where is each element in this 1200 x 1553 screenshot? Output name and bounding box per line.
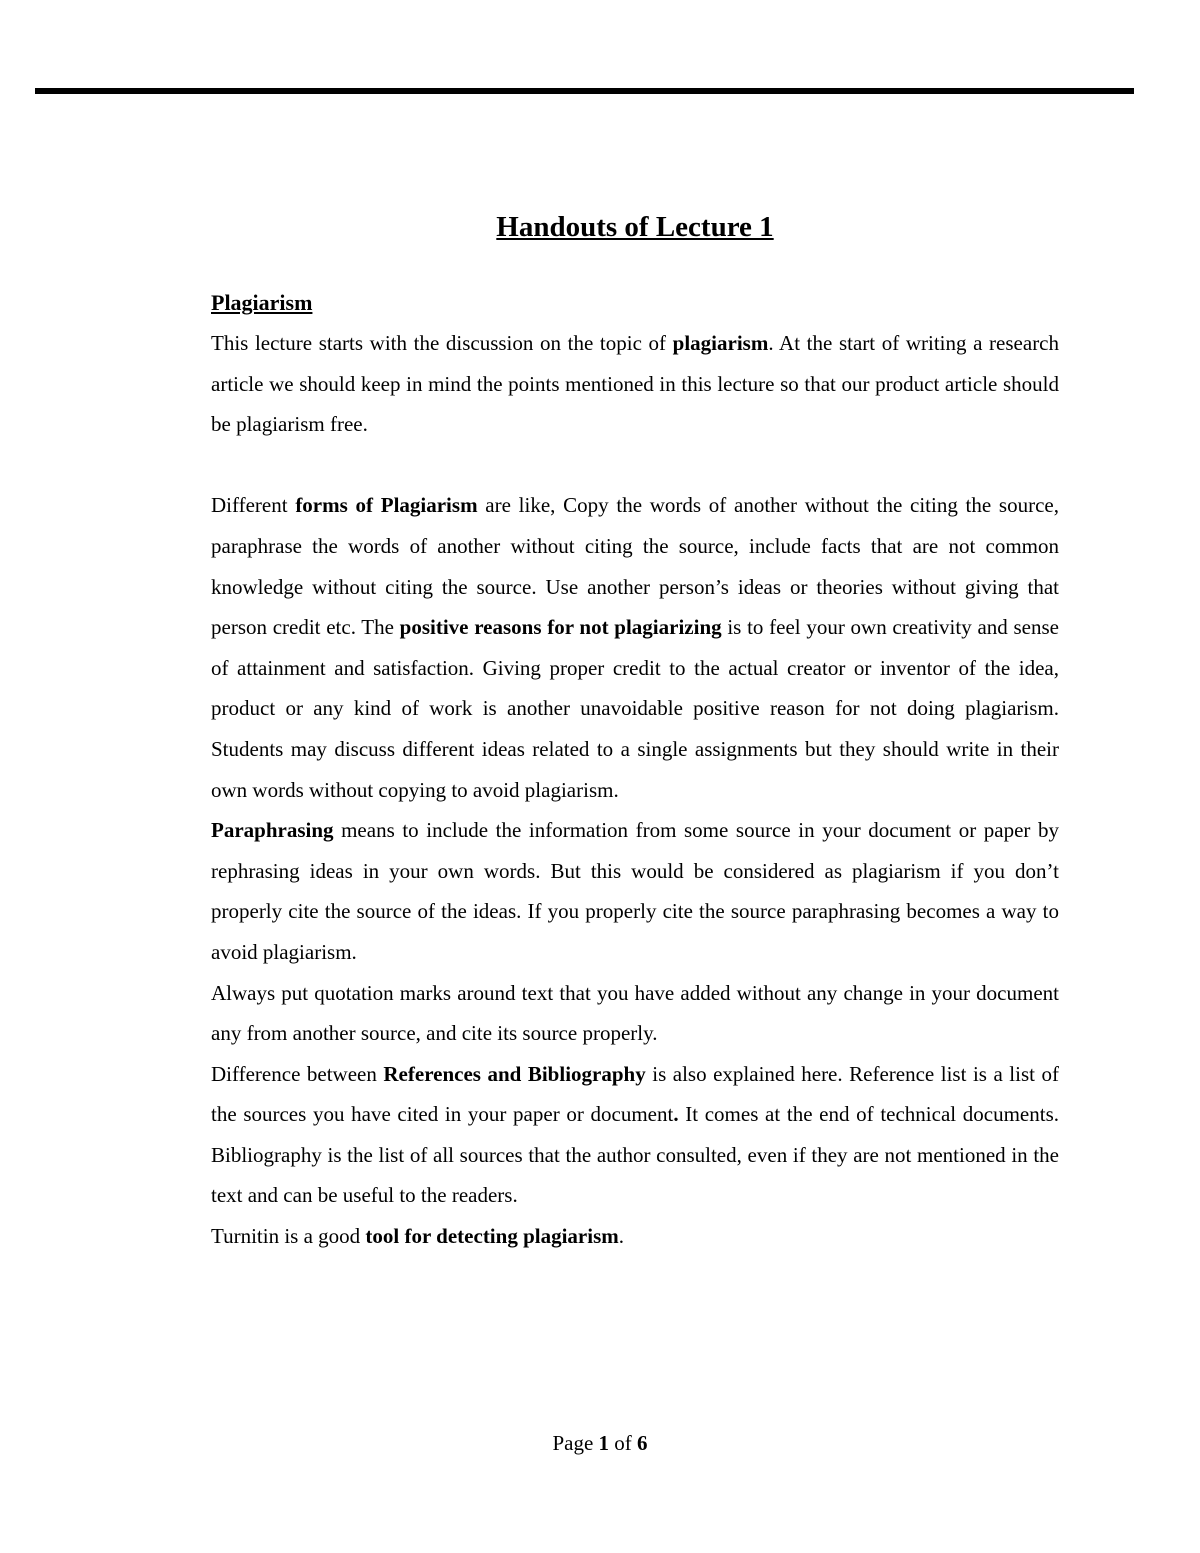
- document-body: [211, 205, 1059, 1257]
- text-run: means to include the information from some source in your document or paper by rephrasing ideas in your own words. But this would be considered as plagiarism if you don’t properly cite the source of the ideas. If you properly cite the source paraphrasing becomes a way to avoid plagiarism.: [211, 818, 1059, 964]
- text-run: Difference between: [211, 1061, 384, 1086]
- text-run: Different: [211, 493, 296, 518]
- paragraph-forms: [211, 485, 1059, 810]
- bold-term: Paraphrasing: [211, 818, 334, 843]
- paragraph-turnitin: [211, 1216, 1059, 1257]
- text-run: Turnitin is a good: [211, 1224, 366, 1249]
- page-total: 6: [637, 1431, 648, 1455]
- paragraph-quotation: [211, 973, 1059, 1054]
- page-footer: [0, 1428, 1200, 1458]
- of-label: of: [609, 1431, 638, 1455]
- text-run: It comes at the end of technical documents. Bibliography is the list of all sources that the author consulted, even if they are not mentioned in the text and can be useful to the readers.: [211, 1102, 1059, 1208]
- header-rule: [35, 88, 1134, 94]
- bold-period: .: [673, 1102, 679, 1127]
- paragraph-intro: [211, 323, 1059, 445]
- text-run: This lecture starts with the discussion on the topic of: [211, 331, 673, 355]
- document-title: Handouts of Lecture 1: [496, 211, 774, 243]
- bold-term: References and Bibliography: [383, 1061, 646, 1086]
- bold-term: plagiarism: [672, 331, 769, 355]
- text-run: is to feel your own creativity and sense of attainment and satisfaction. Giving proper credit to the actual creator or inventor of the idea, product or any kind of work is another unavoidable positive reason for not doing plagiarism. Students may discuss different ideas related to a single assignments but they should write in their own words without copying to avoid plagiarism.: [211, 615, 1059, 802]
- bold-term: forms of Plagiarism: [295, 493, 478, 518]
- bold-term: tool for detecting plagiarism: [365, 1224, 619, 1249]
- text-run: .: [618, 1224, 624, 1249]
- text-run: Always put quotation marks around text that you have added without any change in your document any from another source, and cite its source properly.: [211, 980, 1059, 1046]
- page-current: 1: [598, 1431, 610, 1455]
- paragraph-paraphrasing: [211, 810, 1059, 972]
- paragraph-references: [211, 1054, 1059, 1216]
- page-label: Page: [552, 1431, 599, 1455]
- section-heading-plagiarism: Plagiarism: [211, 290, 313, 315]
- text-run: are like, Copy the words of another without the citing the source, paraphrase the words of another without citing the source, include facts that are not common knowledge without citing the source. Use another person’s ideas or theories without giving that person credit etc. The: [211, 493, 1059, 640]
- text-run: is also explained here. Reference list is a list of the sources you have cited in your paper or document: [211, 1061, 1059, 1127]
- text-run: . At the start of writing a research article we should keep in mind the points mentioned in this lecture so that our product article should be plagiarism free.: [211, 331, 1060, 437]
- bold-term: positive reasons for not plagiarizing: [399, 615, 722, 640]
